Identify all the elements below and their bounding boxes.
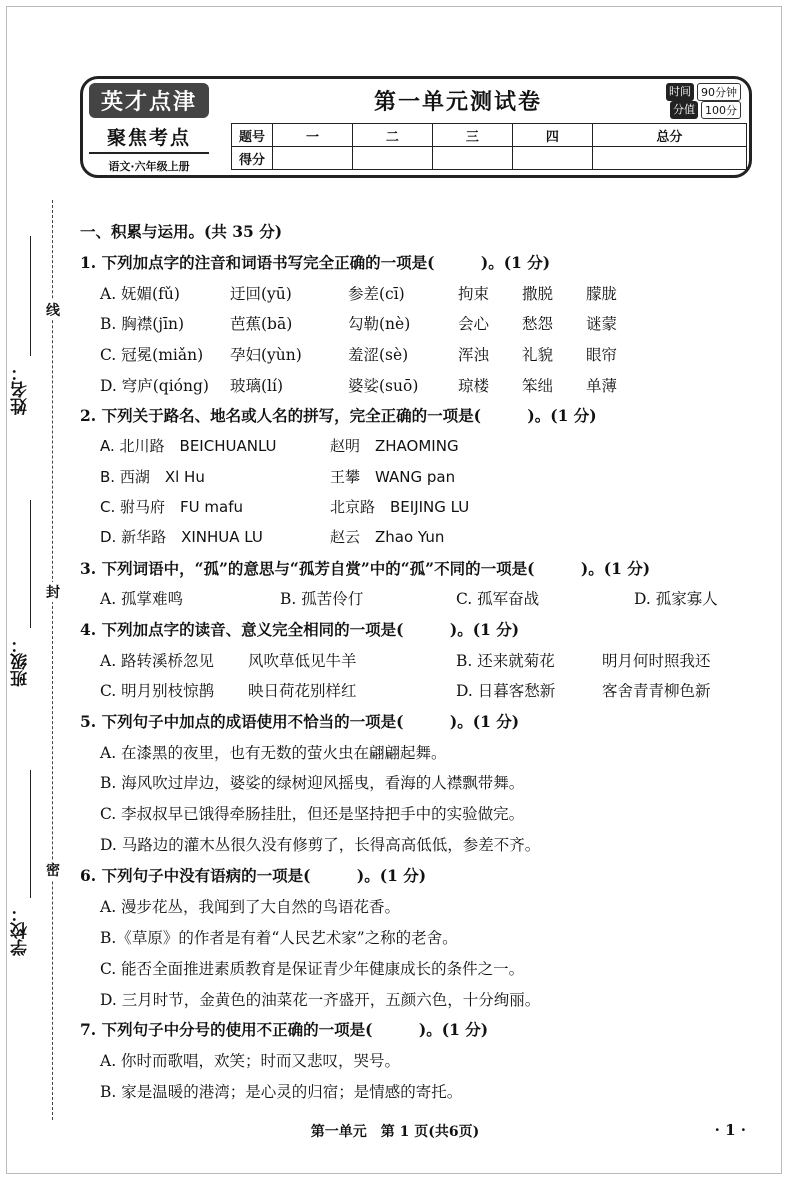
q1-option-b-3: 勾勒(nè) [348, 315, 411, 333]
q2-option-c-2: 北京路 BEIJING LU [330, 498, 470, 516]
score-cell: 四 [512, 124, 592, 147]
score-cell: 总分 [592, 124, 746, 147]
score-input-cell[interactable] [352, 147, 432, 170]
school-label: 学校： [11, 905, 31, 956]
q2-option-a-2: 赵明 ZHAOMING [330, 437, 459, 455]
time-label: 时间 [666, 83, 694, 101]
question-3-stem: 3. 下列词语中，“孤”的意思与“孤芳自赏”中的“孤”不同的一项是( )。(1 分) [80, 559, 651, 578]
logo-line1: 英才点津 [89, 83, 209, 118]
q5-option-c: C. 李叔叔早已饿得牵肠挂肚，但还是坚持把手中的实验做完。 [100, 805, 525, 823]
q6-option-c: C. 能否全面推进素质教育是保证青少年健康成长的条件之一。 [100, 960, 525, 978]
name-label: 姓名： [11, 364, 31, 415]
binding-mark-feng: 封 [46, 582, 60, 602]
binding-mark-mi: 密 [46, 860, 60, 880]
q1-option-d-5: 笨绌 [522, 377, 554, 395]
score-cell: 题号 [232, 124, 273, 147]
q1-option-d-1: D. 穹庐(qióng) [100, 377, 209, 395]
q1-option-c-5: 礼貌 [522, 346, 554, 364]
q4-option-b-2: 明月何时照我还 [602, 652, 711, 670]
score-table [231, 123, 747, 170]
q1-option-a-3: 参差(cī) [348, 285, 405, 303]
score-value: 100分 [701, 101, 741, 119]
q1-option-d-2: 玻璃(lí) [230, 377, 284, 395]
question-6-stem: 6. 下列句子中没有语病的一项是( )。(1 分) [80, 866, 427, 885]
question-7-stem: 7. 下列句子中分号的使用不正确的一项是( )。(1 分) [80, 1020, 489, 1039]
score-table-header-row [232, 124, 747, 147]
q1-option-b-1: B. 胸襟(jīn) [100, 315, 185, 333]
q2-option-c-1: C. 驸马府 FU mafu [100, 498, 243, 516]
q2-option-a-1: A. 北川路 BEICHUANLU [100, 437, 277, 455]
question-4-stem: 4. 下列加点字的读音、意义完全相同的一项是( )。(1 分) [80, 620, 520, 639]
logo-line2: 聚焦考点 [89, 123, 209, 154]
q7-option-b: B. 家是温暖的港湾；是心灵的归宿；是情感的寄托。 [100, 1083, 463, 1101]
q6-option-b: B.《草原》的作者是有着“人民艺术家”之称的老舍。 [100, 929, 458, 947]
score-table-score-row [232, 147, 747, 170]
name-field[interactable] [30, 236, 31, 356]
q3-option-c: C. 孤军奋战 [456, 590, 540, 608]
time-value: 90分钟 [697, 83, 741, 101]
q4-option-c-2: 映日荷花别样红 [248, 682, 357, 700]
q1-option-a-1: A. 妩媚(fǔ) [100, 285, 180, 303]
q1-option-a-5: 撒脱 [522, 285, 554, 303]
score-input-cell[interactable] [273, 147, 353, 170]
time-info [666, 83, 741, 101]
class-field[interactable] [30, 500, 31, 628]
q1-option-c-4: 浑浊 [458, 346, 490, 364]
score-input-cell[interactable] [592, 147, 746, 170]
q2-option-b-1: B. 西湖 Xl Hu [100, 468, 205, 486]
q1-option-a-6: 朦胧 [586, 285, 618, 303]
score-cell: 三 [432, 124, 512, 147]
q4-option-a-2: 风吹草低见牛羊 [248, 652, 357, 670]
score-info [670, 101, 741, 119]
q4-option-a-1: A. 路转溪桥忽见 [100, 652, 215, 670]
q4-option-d-1: D. 日暮客愁新 [456, 682, 556, 700]
q6-option-d: D. 三月时节，金黄色的油菜花一齐盛开，五颜六色，十分绚丽。 [100, 991, 541, 1009]
score-input-cell[interactable] [512, 147, 592, 170]
q1-option-d-3: 婆娑(suō) [348, 377, 419, 395]
q5-option-b: B. 海风吹过岸边，婆娑的绿树迎风摇曳，看海的人襟飘带舞。 [100, 774, 525, 792]
score-input-cell[interactable] [432, 147, 512, 170]
page-number: · 1 · [714, 1121, 746, 1139]
q5-option-d: D. 马路边的灌木丛很久没有修剪了，长得高高低低，参差不齐。 [100, 836, 541, 854]
q5-option-a: A. 在漆黑的夜里，也有无数的萤火虫在翩翩起舞。 [100, 744, 447, 762]
q1-option-b-2: 芭蕉(bā) [230, 315, 293, 333]
q1-option-a-4: 拘束 [458, 285, 490, 303]
question-1-stem: 1. 下列加点字的注音和词语书写完全正确的一项是( )。(1 分) [80, 253, 551, 272]
question-5-stem: 5. 下列句子中加点的成语使用不恰当的一项是( )。(1 分) [80, 712, 520, 731]
q1-option-b-4: 会心 [458, 315, 490, 333]
q2-option-d-2: 赵云 Zhao Yun [330, 528, 445, 546]
q7-option-a: A. 你时而歌唱，欢笑；时而又悲叹，哭号。 [100, 1052, 401, 1070]
brand-logo [89, 83, 209, 173]
exam-header [80, 76, 752, 178]
binding-mark-xian: 线 [46, 300, 60, 320]
question-2-stem: 2. 下列关于路名、地名或人名的拼写，完全正确的一项是( )。(1 分) [80, 406, 597, 425]
score-label: 分值 [670, 101, 698, 119]
score-row-label: 得分 [232, 147, 273, 170]
q3-option-b: B. 孤苦伶仃 [280, 590, 364, 608]
q1-option-c-2: 孕妇(yùn) [230, 346, 302, 364]
q1-option-c-3: 羞涩(sè) [348, 346, 409, 364]
q4-option-b-1: B. 还来就菊花 [456, 652, 555, 670]
q1-option-c-1: C. 冠冕(miǎn) [100, 346, 204, 364]
school-field[interactable] [30, 770, 31, 898]
score-cell: 二 [352, 124, 432, 147]
q1-option-d-4: 琼楼 [458, 377, 490, 395]
class-label: 班级： [11, 636, 31, 687]
q1-option-b-5: 愁怨 [522, 315, 554, 333]
page-footer: 第一单元 第 1 页(共6页) [310, 1124, 480, 1140]
section-title: 一、积累与运用。(共 35 分) [80, 222, 283, 241]
q1-option-a-2: 迂回(yū) [230, 285, 292, 303]
q2-option-b-2: 王攀 WANG pan [330, 468, 456, 486]
q3-option-d: D. 孤家寡人 [634, 590, 718, 608]
q2-option-d-1: D. 新华路 XINHUA LU [100, 528, 263, 546]
q1-option-b-6: 谜蒙 [586, 315, 618, 333]
q6-option-a: A. 漫步花丛，我闻到了大自然的鸟语花香。 [100, 898, 401, 916]
q4-option-d-2: 客舍青青柳色新 [602, 682, 711, 700]
q1-option-d-6: 单薄 [586, 377, 618, 395]
logo-line3: 语文·六年级上册 [108, 160, 190, 173]
q3-option-a: A. 孤掌难鸣 [100, 590, 184, 608]
binding-dashed-line [52, 200, 53, 1120]
q4-option-c-1: C. 明月别枝惊鹊 [100, 682, 215, 700]
page-title: 第一单元测试卷 [373, 90, 542, 115]
score-cell: 一 [273, 124, 353, 147]
q1-option-c-6: 眼帘 [586, 346, 618, 364]
